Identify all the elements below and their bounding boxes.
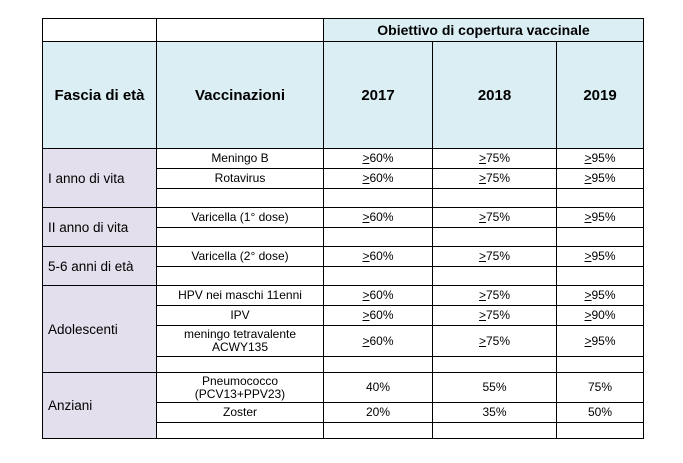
coverage-value: 35% xyxy=(482,405,507,419)
coverage-2018-cell xyxy=(433,169,557,189)
coverage-2019-cell xyxy=(557,306,644,326)
empty-cell xyxy=(433,423,557,439)
coverage-value: 75% xyxy=(485,288,511,302)
vaccine-cell: meningo tetravalente ACWY135 xyxy=(157,326,324,357)
age-band-header: Fascia di età xyxy=(43,42,157,149)
table-row xyxy=(43,373,644,403)
empty-cell xyxy=(557,228,644,247)
greater-equal-symbol: > xyxy=(584,151,592,165)
vaccine-cell: HPV nei maschi 11enni xyxy=(157,286,324,306)
empty-cell xyxy=(324,189,433,208)
coverage-value: 90% xyxy=(591,308,616,322)
coverage-value: 40% xyxy=(365,380,391,394)
greater-equal-symbol: > xyxy=(362,288,370,302)
empty-cell xyxy=(157,228,324,247)
coverage-value: 60% xyxy=(369,288,394,302)
table-row xyxy=(43,286,644,306)
greater-equal-symbol: > xyxy=(584,171,592,185)
greater-equal-symbol: > xyxy=(362,151,370,165)
coverage-2019-cell xyxy=(557,373,644,403)
year-header-2018: 2018 xyxy=(433,42,557,149)
coverage-2019-cell xyxy=(557,149,644,169)
table-body xyxy=(43,149,644,439)
greater-equal-symbol: > xyxy=(584,333,592,348)
coverage-2019-cell xyxy=(557,169,644,189)
greater-equal-symbol: > xyxy=(478,288,486,302)
greater-equal-symbol: > xyxy=(478,333,486,348)
empty-cell xyxy=(324,357,433,373)
coverage-2018-cell xyxy=(433,149,557,169)
coverage-2018-cell xyxy=(433,208,557,228)
coverage-2017-cell xyxy=(324,169,433,189)
vaccinations-header: Vaccinazioni xyxy=(157,42,324,149)
objective-header: Obiettivo di copertura vaccinale xyxy=(324,19,644,42)
coverage-2017-cell xyxy=(324,306,433,326)
coverage-2018-cell xyxy=(433,306,557,326)
greater-equal-symbol: > xyxy=(478,249,486,263)
year-header-2019: 2019 xyxy=(557,42,644,149)
greater-equal-symbol: > xyxy=(478,171,486,185)
coverage-value: 75% xyxy=(485,171,511,185)
coverage-value: 95% xyxy=(591,210,616,224)
age-group-cell: 5-6 anni di età xyxy=(43,247,157,286)
greater-equal-symbol: > xyxy=(478,151,486,165)
coverage-value: 95% xyxy=(591,151,616,165)
table-row xyxy=(43,149,644,169)
coverage-value: 95% xyxy=(591,171,616,185)
coverage-2017-cell xyxy=(324,373,433,403)
coverage-value: 50% xyxy=(587,405,613,419)
empty-cell xyxy=(433,357,557,373)
coverage-2019-cell xyxy=(557,326,644,357)
coverage-value: 60% xyxy=(369,210,394,224)
vaccine-cell: Varicella (2° dose) xyxy=(157,247,324,267)
coverage-2017-cell xyxy=(324,286,433,306)
greater-equal-symbol: > xyxy=(584,249,592,263)
coverage-value: 20% xyxy=(365,405,391,419)
table-row xyxy=(43,247,644,267)
greater-equal-symbol: > xyxy=(584,210,592,224)
vaccine-cell: Meningo B xyxy=(157,149,324,169)
coverage-value: 55% xyxy=(482,380,507,394)
greater-equal-symbol: > xyxy=(362,210,370,224)
coverage-value: 95% xyxy=(591,288,616,302)
empty-cell xyxy=(557,423,644,439)
coverage-2017-cell xyxy=(324,149,433,169)
greater-equal-symbol: > xyxy=(478,308,486,322)
age-group-cell: Anziani xyxy=(43,373,157,439)
coverage-table xyxy=(42,18,644,439)
vaccine-cell: Rotavirus xyxy=(157,169,324,189)
empty-cell xyxy=(157,423,324,439)
coverage-value: 75% xyxy=(485,151,511,165)
coverage-value: 75% xyxy=(587,380,613,394)
greater-equal-symbol: > xyxy=(362,333,370,348)
age-group-cell: Adolescenti xyxy=(43,286,157,373)
empty-cell xyxy=(157,189,324,208)
coverage-2017-cell xyxy=(324,208,433,228)
empty-cell xyxy=(324,423,433,439)
coverage-value: 60% xyxy=(369,249,394,263)
coverage-2018-cell xyxy=(433,247,557,267)
coverage-value: 95% xyxy=(591,249,616,263)
vaccine-cell: Varicella (1° dose) xyxy=(157,208,324,228)
coverage-2019-cell xyxy=(557,247,644,267)
vaccine-cell: Pneumococco (PCV13+PPV23) xyxy=(157,373,324,403)
greater-equal-symbol: > xyxy=(584,308,592,322)
greater-equal-symbol: > xyxy=(362,308,370,322)
empty-cell xyxy=(324,228,433,247)
greater-equal-symbol: > xyxy=(362,171,370,185)
greater-equal-symbol: > xyxy=(362,249,370,263)
coverage-value: 75% xyxy=(485,333,511,348)
table-row xyxy=(43,208,644,228)
empty-cell xyxy=(433,228,557,247)
coverage-value: 75% xyxy=(485,249,511,263)
age-group-cell: II anno di vita xyxy=(43,208,157,247)
coverage-value: 75% xyxy=(485,210,511,224)
empty-cell xyxy=(557,189,644,208)
vaccine-cell: Zoster xyxy=(157,403,324,423)
empty-cell xyxy=(433,189,557,208)
coverage-2018-cell xyxy=(433,326,557,357)
coverage-2017-cell xyxy=(324,403,433,423)
corner-cell-right xyxy=(157,19,324,42)
age-group-cell: I anno di vita xyxy=(43,149,157,208)
coverage-value: 95% xyxy=(591,333,616,348)
coverage-value: 60% xyxy=(369,333,394,348)
coverage-value: 75% xyxy=(485,308,511,322)
coverage-value: 60% xyxy=(369,308,394,322)
coverage-2019-cell xyxy=(557,208,644,228)
coverage-2017-cell xyxy=(324,326,433,357)
coverage-2018-cell xyxy=(433,286,557,306)
coverage-2019-cell xyxy=(557,286,644,306)
coverage-2018-cell xyxy=(433,373,557,403)
empty-cell xyxy=(157,357,324,373)
corner-cell-left xyxy=(43,19,157,42)
greater-equal-symbol: > xyxy=(478,210,486,224)
empty-cell xyxy=(157,267,324,286)
coverage-2019-cell xyxy=(557,403,644,423)
year-header-2017: 2017 xyxy=(324,42,433,149)
vaccine-cell: IPV xyxy=(157,306,324,326)
coverage-2017-cell xyxy=(324,247,433,267)
coverage-value: 60% xyxy=(369,151,394,165)
empty-cell xyxy=(557,357,644,373)
empty-cell xyxy=(557,267,644,286)
empty-cell xyxy=(433,267,557,286)
greater-equal-symbol: > xyxy=(584,288,592,302)
coverage-2018-cell xyxy=(433,403,557,423)
empty-cell xyxy=(324,267,433,286)
coverage-value: 60% xyxy=(369,171,394,185)
